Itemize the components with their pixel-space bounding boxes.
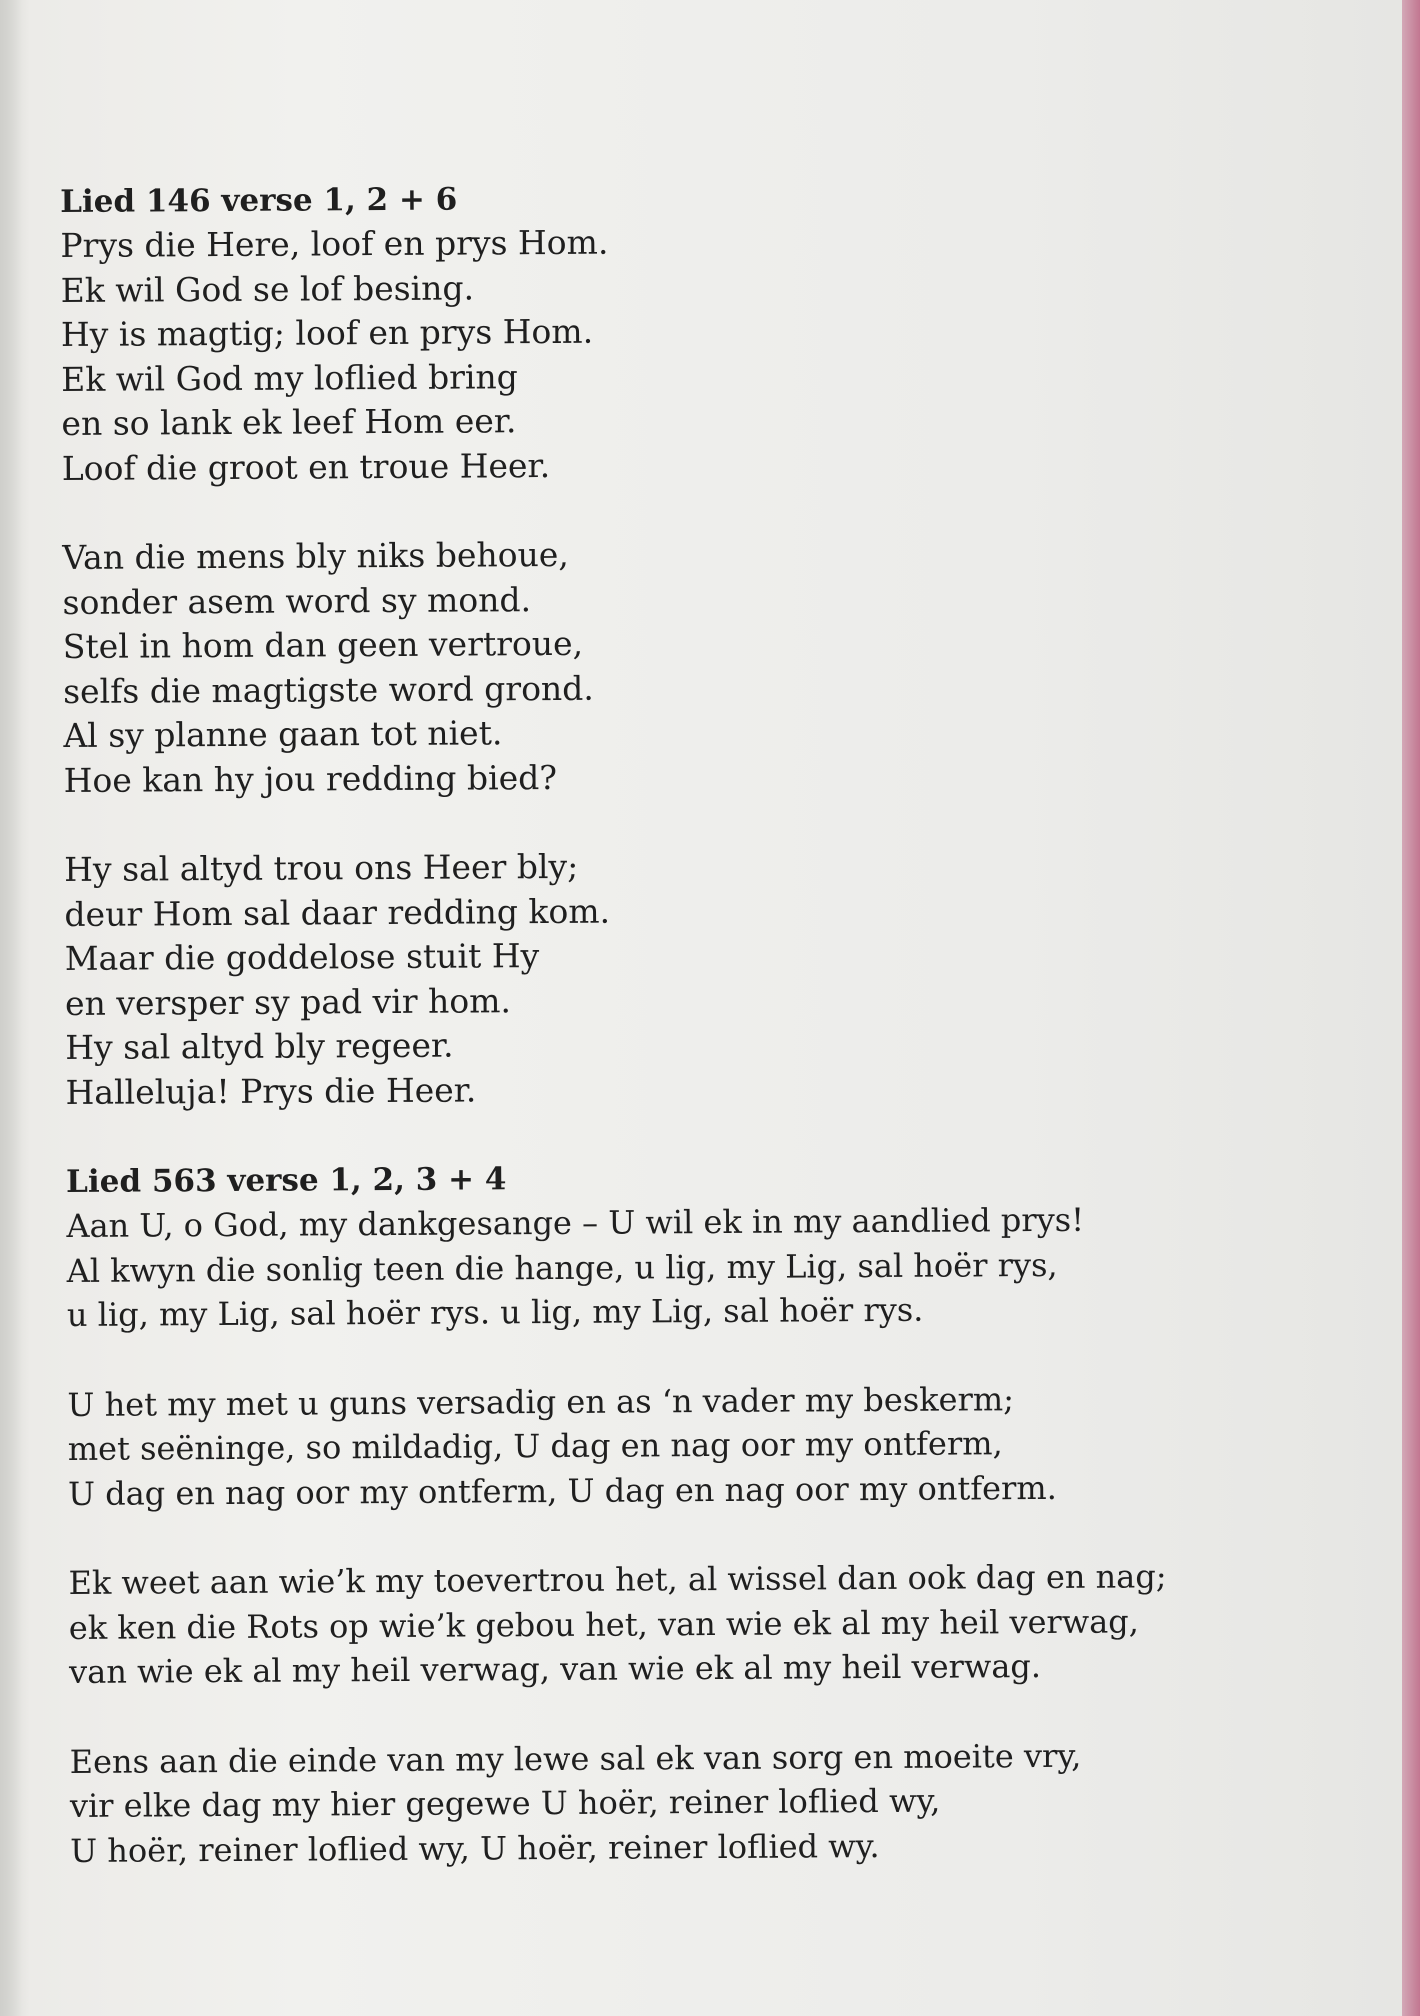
lyric-line: Eens aan die einde van my lewe sal ek van sorg en moeite vry, — [69, 1736, 1082, 1781]
song-heading: Lied 563 verse 1, 2, 3 + 4 — [66, 1161, 507, 1200]
lyric-line: en versper sy pad vir hom. — [64, 980, 512, 1023]
lyric-line: Hoe kan hy jou redding bied? — [63, 757, 558, 800]
lyric-line: vir elke dag my hier gegewe U hoër, reiner loflied wy, — [69, 1781, 941, 1825]
lyric-line: Van die mens bly niks behoue, — [62, 534, 569, 577]
lyric-line: Hy sal altyd bly regeer. — [65, 1025, 454, 1067]
lyric-line: Maar die goddelose stuit Hy — [64, 936, 540, 978]
lyric-line: met seëninge, so mildadig, U dag en nag oor my ontferm, — [67, 1424, 1003, 1468]
stanza — [67, 1375, 1348, 1516]
lyric-line: U het my met u guns versadig en as ‘n vader my beskerm; — [67, 1379, 1015, 1424]
lyric-line: u lig, my Lig, sal hoër rys. u lig, my Lig, sal hoër rys. — [66, 1290, 924, 1334]
stanza — [62, 528, 1344, 803]
lyric-line: Ek wil God se lof besing. — [60, 267, 475, 310]
lyric-line: Hy sal altyd trou ons Heer bly; — [64, 846, 579, 889]
song-lied-146 — [60, 172, 1346, 1115]
lyric-line: Ek weet aan wie’k my toevertrou het, al wissel dan ook dag en nag; — [68, 1557, 1167, 1602]
stanza — [60, 216, 1342, 491]
lyric-line: Halleluja! Prys die Heer. — [65, 1069, 477, 1112]
hymn-sheet — [60, 172, 1351, 1918]
lyric-line: sonder asem word sy mond. — [62, 579, 532, 622]
lyric-line: U dag en nag oor my ontferm, U dag en nag oor my ontferm. — [67, 1468, 1057, 1513]
song-lied-563 — [66, 1152, 1350, 1873]
lyric-line: Al kwyn die sonlig teen die hange, u lig, my Lig, sal hoër rys, — [66, 1245, 1058, 1290]
lyric-line: Al sy planne gaan tot niet. — [63, 713, 503, 755]
lyric-line: deur Hom sal daar redding kom. — [64, 891, 611, 934]
lyric-line: Prys die Here, loof en prys Hom. — [60, 222, 609, 265]
lyric-line: van wie ek al my heil verwag, van wie ek al my heil verwag. — [68, 1647, 1042, 1691]
page-fold-shadow — [0, 0, 22, 2016]
lyric-line: Ek wil God my loflied bring — [61, 356, 518, 399]
lyric-line: U hoër, reiner loflied wy, U hoër, reiner loflied wy. — [70, 1826, 880, 1870]
stanza — [68, 1553, 1349, 1694]
lyric-line: en so lank ek leef Hom eer. — [61, 401, 517, 443]
lyric-line: Aan U, o God, my dankgesange – U wil ek in my aandlied prys! — [66, 1200, 1085, 1245]
stanza — [66, 1196, 1347, 1337]
lyric-line: Hy is magtig; loof en prys Hom. — [60, 311, 594, 354]
song-heading: Lied 146 verse 1, 2 + 6 — [60, 181, 458, 220]
stanza — [64, 840, 1346, 1115]
lyric-line: ek ken die Rots op wie’k gebou het, van wie ek al my heil verwag, — [68, 1601, 1139, 1647]
lyric-line: Stel in hom dan geen vertroue, — [62, 623, 584, 666]
lyric-line: Loof die groot en troue Heer. — [61, 445, 551, 488]
stanza — [70, 1732, 1351, 1873]
lyric-line: selfs die magtigste word grond. — [63, 668, 594, 711]
